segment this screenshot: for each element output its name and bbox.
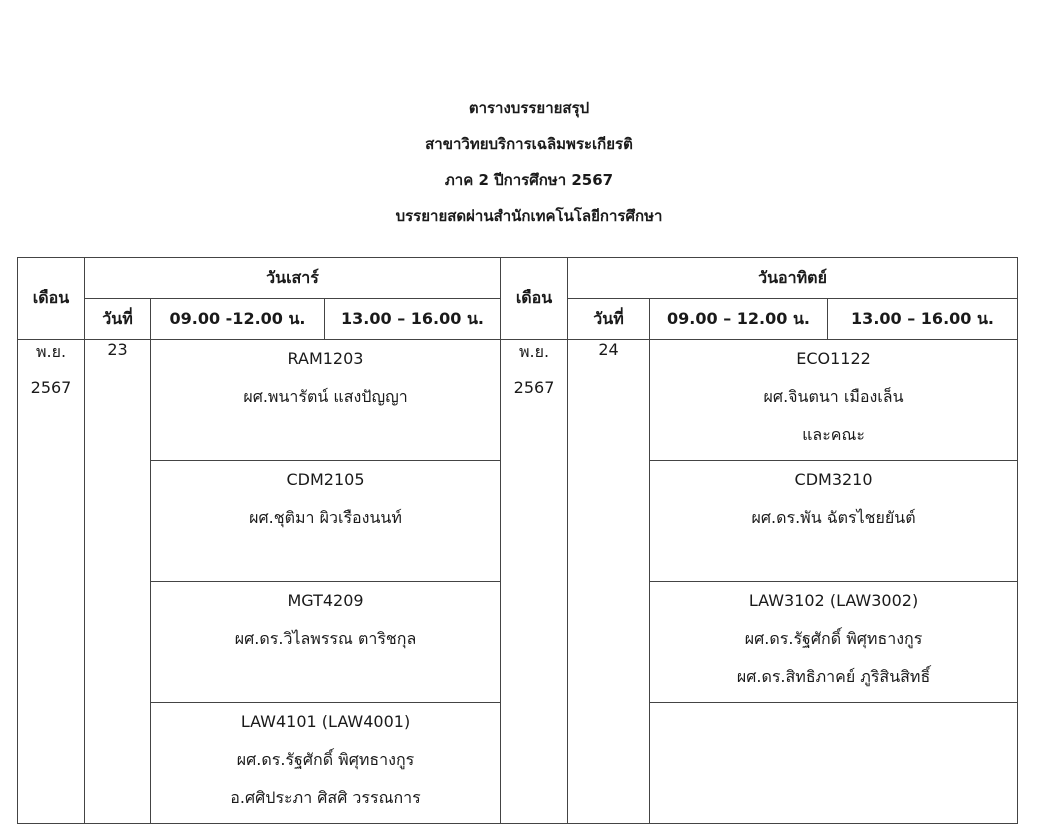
course-instructor: ผศ.ดร.พัน ฉัตรไชยยันต์ xyxy=(751,508,916,527)
saturday-afternoon-header: 13.00 – 16.00 น. xyxy=(325,299,501,340)
saturday-month-cell xyxy=(18,340,85,824)
sunday-morning-header: 09.00 – 12.00 น. xyxy=(650,299,828,340)
course-instructor: ผศ.ดร.สิทธิภาคย์ ภูริสินสิทธิ์ xyxy=(736,667,931,686)
sunday-course-cell xyxy=(650,461,1018,582)
sunday-year: 2567 xyxy=(513,378,555,397)
saturday-header: วันเสาร์ xyxy=(85,258,501,299)
saturday-course-cell xyxy=(151,461,501,582)
saturday-morning-header: 09.00 -12.00 น. xyxy=(151,299,325,340)
saturday-course-cell xyxy=(151,340,501,461)
course-code: CDM2105 xyxy=(286,470,365,489)
title-line-4: บรรยายสดผ่านสำนักเทคโนโลยีการศึกษา xyxy=(395,207,663,225)
sunday-course-cell xyxy=(650,582,1018,703)
sunday-day-header: วันที่ xyxy=(568,299,650,340)
sunday-month-cell xyxy=(501,340,568,824)
course-instructor: ผศ.ดร.รัฐศักดิ์ พิศุทธางกูร xyxy=(236,750,415,769)
document-title-block xyxy=(0,90,1058,234)
saturday-course-cell xyxy=(151,582,501,703)
sunday-day: 24 xyxy=(568,340,650,824)
course-code: CDM3210 xyxy=(794,470,873,489)
title-line-3: ภาค 2 ปีการศึกษา 2567 xyxy=(444,171,614,189)
saturday-month-header: เดือน xyxy=(18,258,85,340)
sunday-empty-cell xyxy=(650,703,1018,824)
title-line-2: สาขาวิทยบริการเฉลิมพระเกียรติ xyxy=(425,135,633,153)
sunday-month: พ.ย. xyxy=(518,342,550,361)
saturday-month: พ.ย. xyxy=(35,342,67,361)
saturday-day: 23 xyxy=(85,340,151,824)
course-code: LAW3102 (LAW3002) xyxy=(748,591,919,610)
course-instructor: ผศ.ชุติมา ผิวเรืองนนท์ xyxy=(249,508,402,527)
course-code: MGT4209 xyxy=(287,591,364,610)
title-line-1: ตารางบรรยายสรุป xyxy=(468,99,590,117)
course-code: LAW4101 (LAW4001) xyxy=(240,712,411,731)
sunday-course-cell xyxy=(650,340,1018,461)
course-instructor: ผศ.ดร.รัฐศักดิ์ พิศุทธางกูร xyxy=(744,629,923,648)
schedule-table xyxy=(17,257,1018,824)
course-instructor: อ.ศศิประภา ศิสศิ วรรณการ xyxy=(230,788,421,807)
saturday-day-header: วันที่ xyxy=(85,299,151,340)
course-instructor: และคณะ xyxy=(802,425,865,444)
saturday-course-cell xyxy=(151,703,501,824)
course-code: ECO1122 xyxy=(796,349,871,368)
sunday-header: วันอาทิตย์ xyxy=(568,258,1018,299)
sunday-month-header: เดือน xyxy=(501,258,568,340)
course-instructor: ผศ.ดร.วิไลพรรณ ตาริชกุล xyxy=(234,629,417,648)
course-instructor: ผศ.จินตนา เมืองเล็น xyxy=(763,387,904,406)
course-instructor: ผศ.พนารัตน์ แสงปัญญา xyxy=(243,387,408,406)
course-code: RAM1203 xyxy=(287,349,364,368)
saturday-year: 2567 xyxy=(30,378,72,397)
sunday-afternoon-header: 13.00 – 16.00 น. xyxy=(828,299,1018,340)
